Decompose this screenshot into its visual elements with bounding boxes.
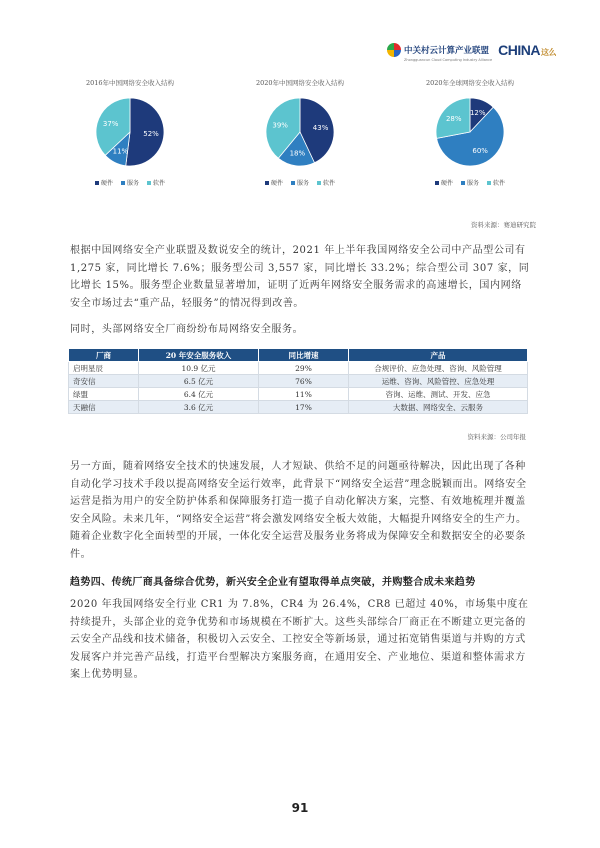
chart-legend bbox=[60, 178, 200, 187]
table-header-growth: 同比增速 bbox=[259, 349, 349, 362]
pie-slice-label: 60% bbox=[472, 146, 488, 155]
pie-slice-label: 37% bbox=[102, 120, 119, 129]
legend-item-hardware bbox=[265, 178, 283, 187]
legend-item-hardware bbox=[435, 178, 453, 187]
table-source-note: 资料来源：公司年报 bbox=[467, 433, 526, 441]
china-logo-tag: 这么 bbox=[541, 48, 556, 57]
china-logo-text: CHINA bbox=[498, 42, 540, 58]
chart-source-note: 资料来源：赛迪研究院 bbox=[471, 221, 536, 229]
china-logo bbox=[498, 42, 556, 58]
paragraph-security-operations: 另一方面，随着网络安全技术的快速发展，人才短缺、供给不足的问题亟待解决，因此出现了各种自动化学习技术手段以提高网络安全运行效率，此背景下“网络安全运营”理念脱颖而出。网络安全运营是指为用户的安全防护体系和保障服务打造一揽子自动化解决方案，完整、有效地梳理并覆盖安全风险。未来几年，“网络安全运营”将会激发网络安全板大效能，大幅提升网络安全的生产力。随着企业数字化全面转型的开展，一体化安全运营及服务业务将成为保障安全和数据安全的必要条件。 bbox=[70, 461, 527, 560]
paragraph-market-concentration: 2020 年我国网络安全行业 CR1 为 7.8%，CR4 为 26.4%，CR8 已超过 40%，市场集中度在持续提升，头部企业的竞争优势和市场规模在不断扩大。这些头部综合厂商正在不断建立更完备的云安全产品线和技术储备，积极切入云安全、工控安全等新场景，通过拓宽销售渠道与并购的方式发展客户并完善产品线，打造平台型解决方案服务商，在通用安全、产业地位、渠道和整体需求方案上优势明显。 bbox=[70, 599, 529, 680]
pie-slice-label: 52% bbox=[143, 129, 159, 138]
table-header-revenue: 20 年安全服务收入 bbox=[139, 349, 259, 362]
pie-chart-2020-global bbox=[400, 78, 540, 187]
legend-label: 服务 bbox=[126, 180, 139, 187]
zgc-logo-text: 中关村云计算产业联盟 bbox=[403, 46, 489, 56]
table-cell-vendor: 天融信 bbox=[69, 401, 139, 414]
pie-chart-svg bbox=[60, 88, 200, 174]
pie-slice-label: 18% bbox=[289, 149, 306, 158]
table-row bbox=[69, 388, 528, 401]
page-number: 91 bbox=[291, 801, 309, 815]
legend-item-software bbox=[147, 178, 165, 187]
table-cell-vendor: 奇安信 bbox=[69, 375, 139, 388]
paragraph-enterprise-stats: 根据中国网络安全产业联盟及数说安全的统计，2021 年上半年我国网络安全公司中产品型公司有 1,275 家，同比增长 7.6%；服务型公司 3,557 家，同比增长 33.2%；综合型公司 307 家，同比增长 15%。服务型企业数量显著增加，证明了近两年网络安全服务需求的高速增长，国内网络安全市场过去“重产品，轻服务”的情况得到改善。 bbox=[70, 245, 530, 309]
pie-charts-row bbox=[60, 78, 540, 198]
legend-item-service bbox=[121, 178, 139, 187]
legend-item-hardware bbox=[95, 178, 113, 187]
table-cell-revenue: 6.4 亿元 bbox=[139, 388, 259, 401]
legend-item-service bbox=[291, 178, 309, 187]
table-row bbox=[69, 401, 528, 414]
pie-chart-svg bbox=[230, 88, 370, 174]
chart-title: 2020年中国网络安全收入结构 bbox=[255, 79, 345, 87]
pie-slice-label: 11% bbox=[112, 147, 129, 156]
table-cell-products: 运维、咨询、风险管控、应急处理 bbox=[349, 375, 528, 388]
pie-chart-svg bbox=[400, 88, 540, 174]
legend-label: 服务 bbox=[466, 180, 479, 187]
table-cell-vendor: 启明星辰 bbox=[69, 362, 139, 375]
legend-label: 软件 bbox=[493, 180, 506, 187]
table-cell-revenue: 10.9 亿元 bbox=[139, 362, 259, 375]
chart-legend bbox=[230, 178, 370, 187]
table-cell-revenue: 6.5 亿元 bbox=[139, 375, 259, 388]
zgc-logo-mark-icon bbox=[387, 43, 401, 57]
legend-label: 硬件 bbox=[440, 180, 453, 187]
table-cell-products: 大数据、网络安全、云服务 bbox=[349, 401, 528, 414]
table-cell-growth: 29% bbox=[259, 362, 349, 375]
header-logos bbox=[387, 38, 556, 62]
table-cell-growth: 76% bbox=[259, 375, 349, 388]
legend-item-service bbox=[461, 178, 479, 187]
table-cell-growth: 17% bbox=[259, 401, 349, 414]
legend-label: 服务 bbox=[296, 180, 309, 187]
pie-chart-2016-china bbox=[60, 78, 200, 187]
table-row bbox=[69, 375, 528, 388]
pie-slice-label: 43% bbox=[312, 123, 329, 132]
legend-label: 软件 bbox=[323, 180, 336, 187]
chart-title: 2016年中国网络安全收入结构 bbox=[85, 79, 175, 87]
chart-title: 2020年全球网络安全收入结构 bbox=[425, 79, 515, 87]
table-cell-growth: 11% bbox=[259, 388, 349, 401]
section-heading-trend-four: 趋势四、传统厂商具备综合优势，新兴安全企业有望取得单点突破，并购整合成未来趋势 bbox=[70, 577, 476, 588]
table-row bbox=[69, 362, 528, 375]
table-header-vendor: 厂商 bbox=[69, 349, 139, 362]
vendor-services-table bbox=[68, 348, 528, 414]
table-cell-vendor: 绿盟 bbox=[69, 388, 139, 401]
pie-slice-label: 28% bbox=[445, 115, 462, 124]
legend-item-software bbox=[487, 178, 505, 187]
legend-label: 硬件 bbox=[100, 180, 113, 187]
legend-item-software bbox=[317, 178, 335, 187]
table-header-products: 产品 bbox=[349, 349, 528, 362]
legend-label: 硬件 bbox=[270, 180, 283, 187]
table-cell-revenue: 3.6 亿元 bbox=[139, 401, 259, 414]
chart-legend bbox=[400, 178, 540, 187]
table-cell-products: 合规评价、应急处理、咨询、风险管理 bbox=[349, 362, 528, 375]
paragraph-vendors-intro: 同时，头部网络安全厂商纷纷布局网络安全服务。 bbox=[70, 324, 304, 335]
legend-label: 软件 bbox=[153, 180, 166, 187]
table-header-row bbox=[69, 349, 528, 362]
zgc-alliance-logo bbox=[387, 38, 492, 62]
pie-slice-label: 12% bbox=[469, 108, 486, 117]
table-cell-products: 咨询、运维、测试、开发、应急 bbox=[349, 388, 528, 401]
zgc-logo-subtext: Zhongguancun Cloud Computing Industry Alliance bbox=[403, 58, 493, 62]
pie-chart-2020-china bbox=[230, 78, 370, 187]
pie-slice-label: 39% bbox=[272, 121, 288, 130]
